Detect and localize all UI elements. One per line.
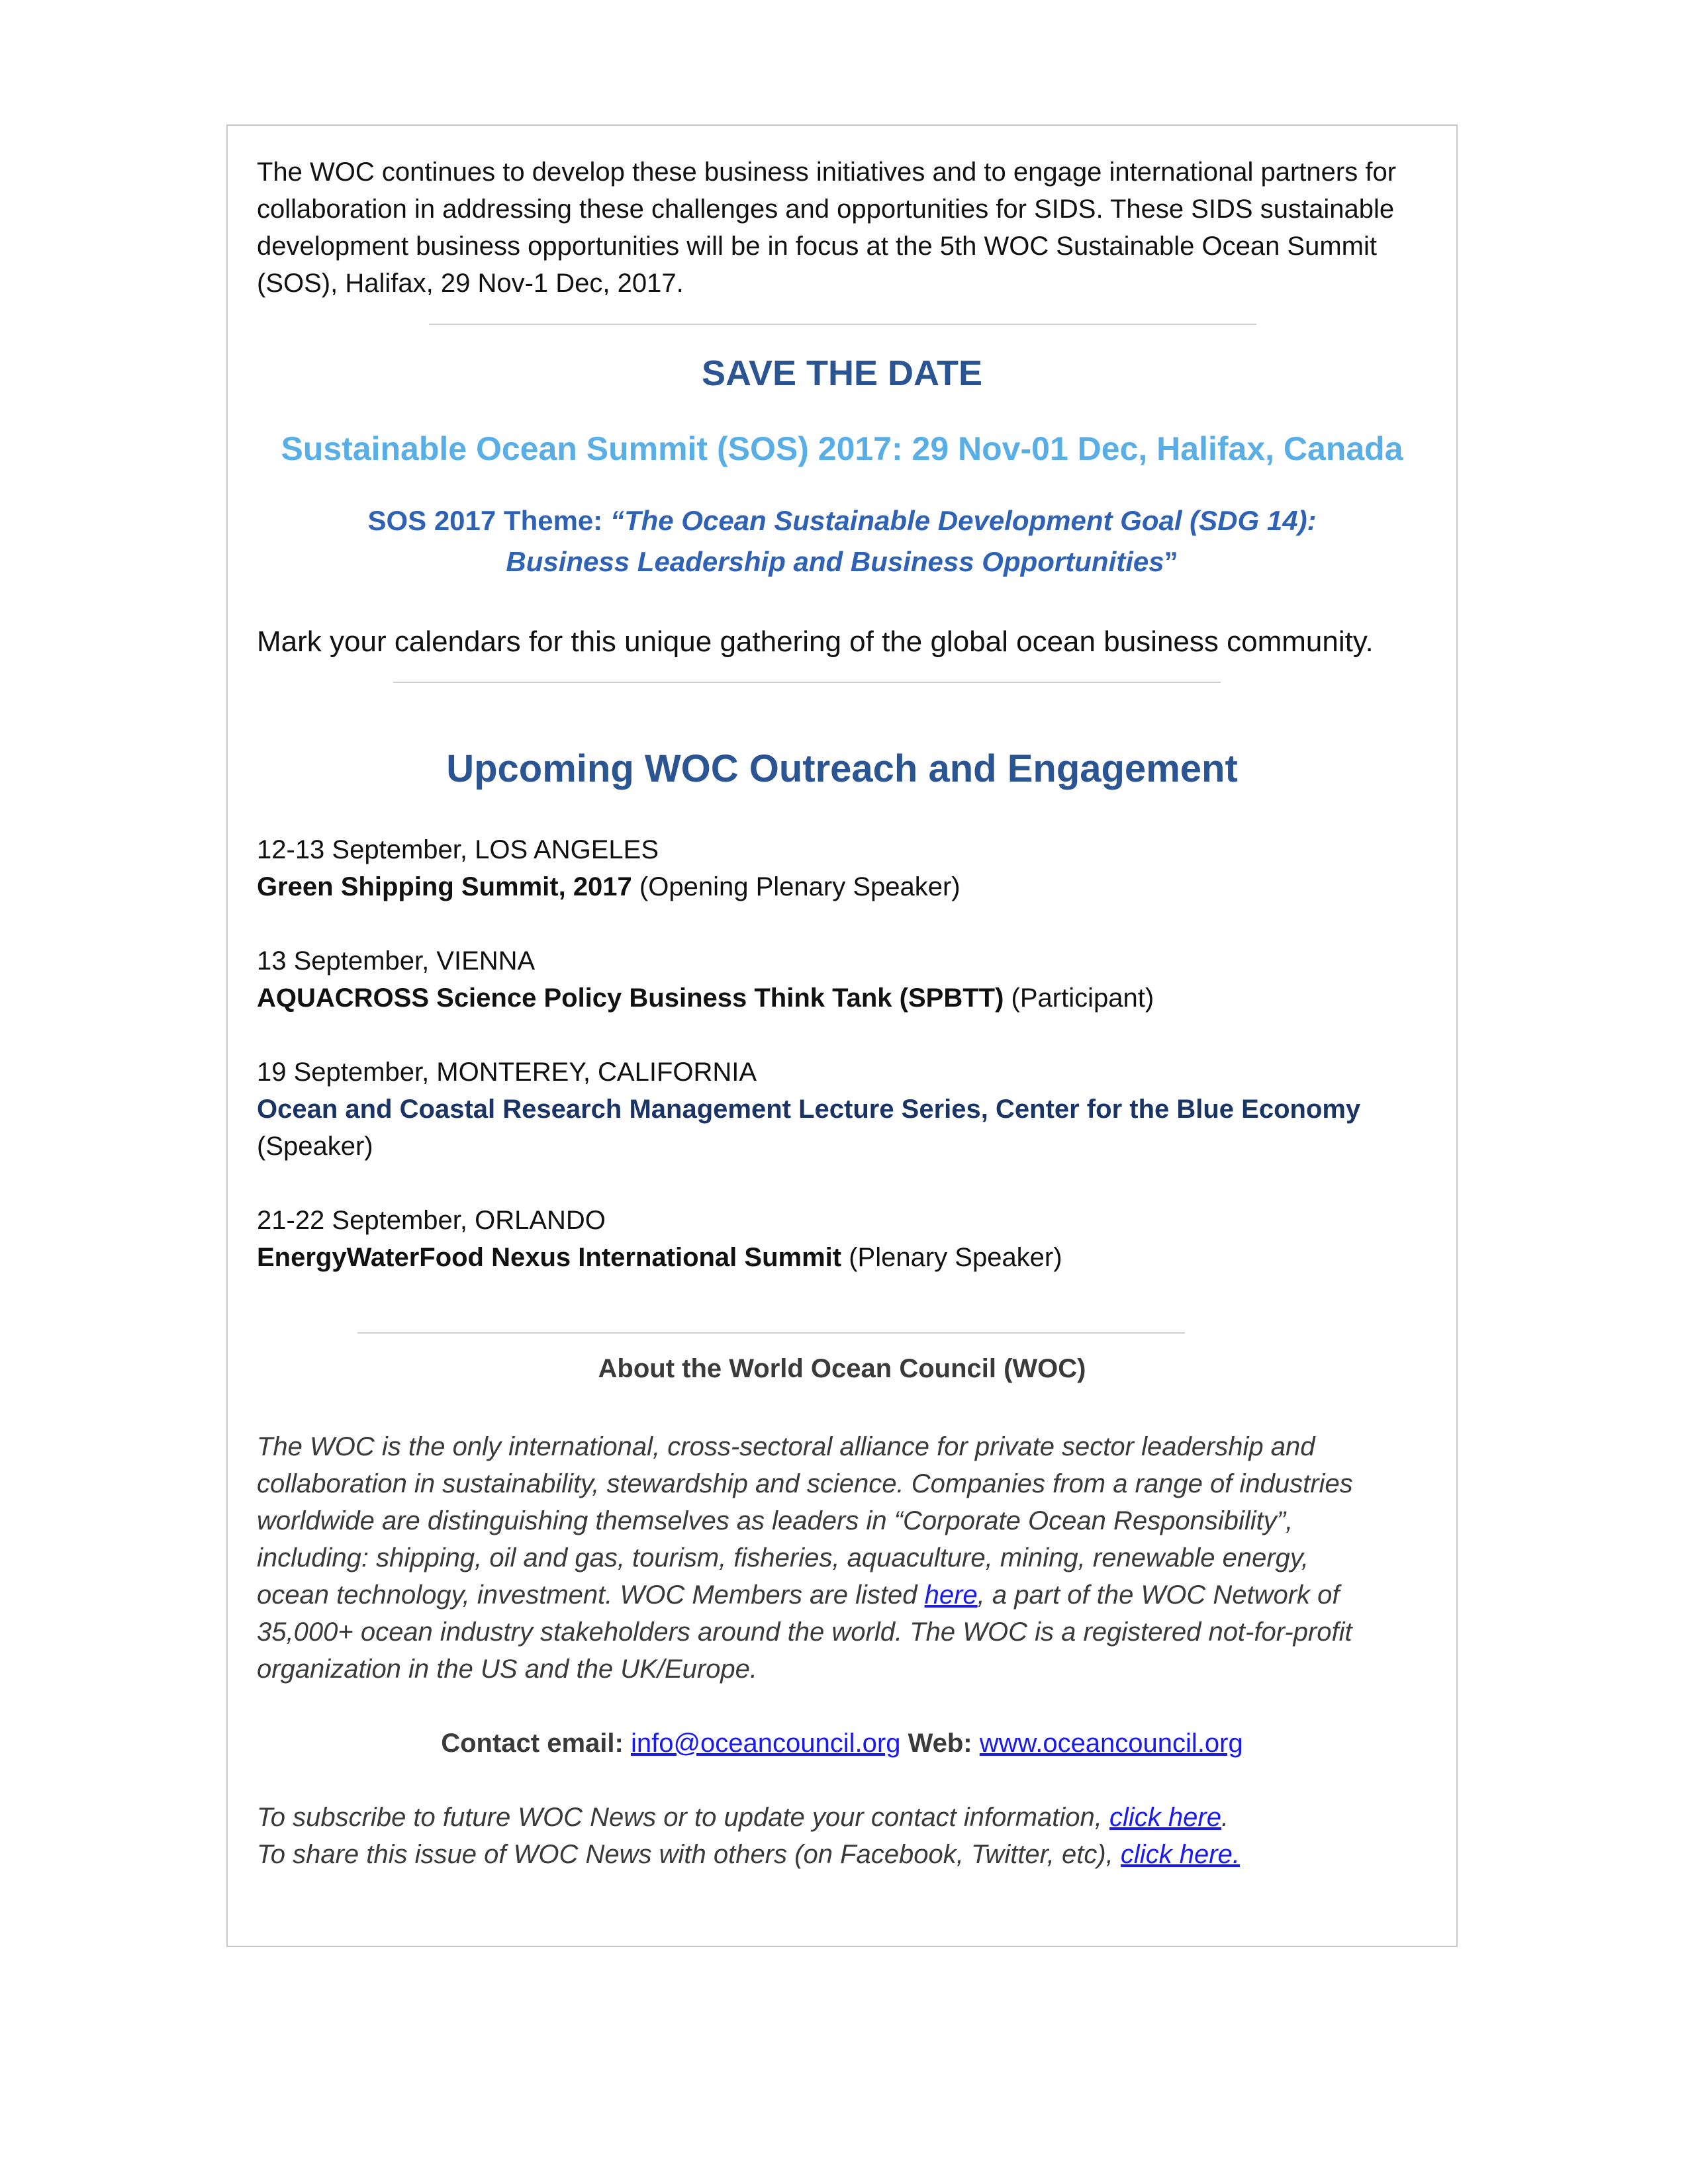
about-heading: About the World Ocean Council (WOC) <box>598 1354 1086 1383</box>
event-item <box>257 1202 1442 1276</box>
theme-title-line2: Business Leadership and Business Opportunities <box>506 546 1164 577</box>
contact-email-label: Contact email: <box>441 1729 631 1758</box>
subscribe-block <box>257 1799 1442 1873</box>
summit-theme <box>226 500 1458 582</box>
theme-title-line1: “The Ocean Sustainable Development Goal (SDG 14): <box>610 505 1317 536</box>
event-date: 13 September, VIENNA <box>257 946 536 976</box>
website-link[interactable]: www.oceancouncil.org <box>979 1729 1243 1758</box>
about-text-continued: , a part of the WOC Network of 35,000+ ocean industry stakeholders around the world. The WOC is a registered not-for-profit organization in the US and the UK/Europe. <box>257 1580 1352 1684</box>
event-item <box>257 1054 1442 1165</box>
event-role: (Opening Plenary Speaker) <box>632 872 961 901</box>
members-here-link[interactable]: here <box>924 1580 978 1610</box>
event-item <box>257 831 1442 905</box>
divider <box>429 324 1256 325</box>
mark-calendars-text: Mark your calendars for this unique gathering of the global ocean business community. <box>257 625 1374 658</box>
divider <box>393 682 1221 683</box>
about-paragraph <box>257 1428 1369 1688</box>
event-date: 19 September, MONTEREY, CALIFORNIA <box>257 1058 757 1087</box>
theme-label: SOS 2017 Theme: <box>367 505 610 536</box>
theme-close-quote: ” <box>1164 546 1178 577</box>
summit-dates-heading: Sustainable Ocean Summit (SOS) 2017: 29 Nov-01 Dec, Halifax, Canada <box>281 430 1403 467</box>
contact-line <box>226 1725 1458 1762</box>
event-title: Ocean and Coastal Research Management Lecture Series, Center for the Blue Economy <box>257 1095 1361 1124</box>
upcoming-outreach-heading: Upcoming WOC Outreach and Engagement <box>446 747 1238 790</box>
event-date: 21-22 September, ORLANDO <box>257 1206 606 1235</box>
share-text: To share this issue of WOC News with others (on Facebook, Twitter, etc), <box>257 1840 1121 1869</box>
share-click-here-link[interactable]: click here. <box>1120 1840 1240 1869</box>
event-role: (Plenary Speaker) <box>841 1243 1062 1272</box>
divider <box>357 1332 1185 1334</box>
subscribe-period: . <box>1221 1803 1229 1832</box>
contact-email-link[interactable]: info@oceancouncil.org <box>630 1729 901 1758</box>
event-role: (Speaker) <box>257 1132 373 1161</box>
event-title: AQUACROSS Science Policy Business Think Tank (SPBTT) <box>257 983 1004 1013</box>
about-text: The WOC is the only international, cross-sectoral alliance for private sector leadership and collaboration in sustainability, stewardship and science. Companies from a range of industries worldwide are distinguishing themselves as leaders in “Corporate Ocean Responsibility”, including: shipping, oil and gas, tourism, fisheries, aquaculture, mining, renewable energy, ocean technology, investment. WOC Members are listed <box>257 1432 1353 1610</box>
save-the-date-heading: SAVE THE DATE <box>701 353 983 393</box>
intro-paragraph: The WOC continues to develop these business initiatives and to engage international partners for collaboration in addressing these challenges and opportunities for SIDS. These SIDS sustainable development business opportunities will be in focus at the 5th WOC Sustainable Ocean Summit (SOS), Halifax, 29 Nov-1 Dec, 2017. <box>257 158 1397 298</box>
event-role: (Participant) <box>1004 983 1154 1013</box>
event-title: Green Shipping Summit, 2017 <box>257 872 632 901</box>
subscribe-click-here-link[interactable]: click here <box>1109 1803 1221 1832</box>
event-item <box>257 942 1442 1017</box>
subscribe-text: To subscribe to future WOC News or to update your contact information, <box>257 1803 1110 1832</box>
event-date: 12-13 September, LOS ANGELES <box>257 835 659 864</box>
event-title: EnergyWaterFood Nexus International Summit <box>257 1243 842 1272</box>
web-label: Web: <box>900 1729 980 1758</box>
